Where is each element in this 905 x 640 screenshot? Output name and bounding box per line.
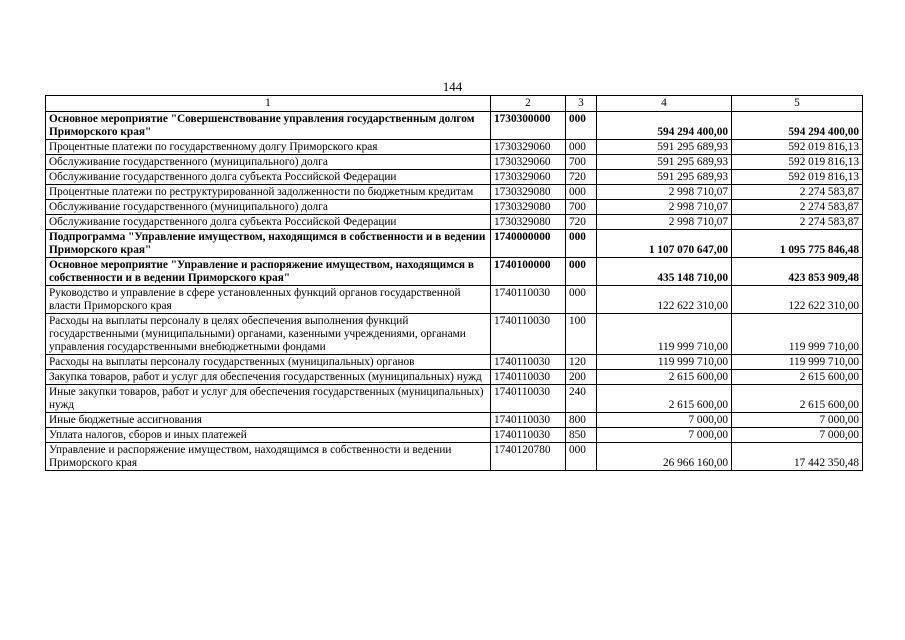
- row-name-cell: Процентные платежи по реструктурированной задолженности по бюджетным кредитам: [46, 185, 491, 200]
- row-sum-year2-cell: 7 000,00: [732, 413, 863, 428]
- row-name-cell: Уплата налогов, сборов и иных платежей: [46, 428, 491, 443]
- table-row: [46, 140, 863, 155]
- row-sum-year2-cell: 592 019 816,13: [732, 140, 863, 155]
- row-sum-year1-cell: 2 615 600,00: [597, 385, 732, 413]
- row-sum-year1-cell: 119 999 710,00: [597, 355, 732, 370]
- table-row: [46, 230, 863, 258]
- row-sum-year1-cell: 26 966 160,00: [597, 443, 732, 471]
- header-cell-sum2: 5: [732, 96, 863, 112]
- row-sum-year1-cell: 2 998 710,07: [597, 185, 732, 200]
- table-row: [46, 258, 863, 286]
- row-sum-year2-cell: 423 853 909,48: [732, 258, 863, 286]
- row-sum-year1-cell: 2 998 710,07: [597, 200, 732, 215]
- row-name-cell: Обслуживание государственного (муниципального) долга: [46, 200, 491, 215]
- row-csr-code-cell: 1730329060: [491, 170, 566, 185]
- row-name-cell: Закупка товаров, работ и услуг для обеспечения государственных (муниципальных) нужд: [46, 370, 491, 385]
- row-name-cell: Управление и распоряжение имуществом, находящимся в собственности и ведении Приморского края: [46, 443, 491, 471]
- row-csr-code-cell: 1730300000: [491, 112, 566, 140]
- row-sum-year1-cell: 435 148 710,00: [597, 258, 732, 286]
- row-vr-code-cell: 120: [566, 355, 597, 370]
- table-row: [46, 355, 863, 370]
- row-vr-code-cell: 720: [566, 215, 597, 230]
- row-sum-year1-cell: 7 000,00: [597, 428, 732, 443]
- row-sum-year1-cell: 7 000,00: [597, 413, 732, 428]
- row-name-cell: Подпрограмма "Управление имуществом, находящимся в собственности и в ведении Приморского края": [46, 230, 491, 258]
- row-csr-code-cell: 1740000000: [491, 230, 566, 258]
- row-vr-code-cell: 000: [566, 230, 597, 258]
- table-row: [46, 170, 863, 185]
- budget-table: [45, 95, 863, 471]
- row-sum-year2-cell: 592 019 816,13: [732, 170, 863, 185]
- table-body: [46, 96, 863, 471]
- row-sum-year2-cell: 2 615 600,00: [732, 370, 863, 385]
- header-cell-vr: 3: [566, 96, 597, 112]
- table-row: [46, 385, 863, 413]
- row-name-cell: Обслуживание государственного (муниципального) долга: [46, 155, 491, 170]
- row-name-cell: Иные закупки товаров, работ и услуг для обеспечения государственных (муниципальных) нужд: [46, 385, 491, 413]
- page-number: 144: [442, 79, 463, 94]
- row-vr-code-cell: 000: [566, 140, 597, 155]
- row-vr-code-cell: 850: [566, 428, 597, 443]
- row-vr-code-cell: 700: [566, 155, 597, 170]
- row-vr-code-cell: 000: [566, 286, 597, 314]
- row-sum-year2-cell: 2 615 600,00: [732, 385, 863, 413]
- header-cell-csr: 2: [491, 96, 566, 112]
- row-sum-year2-cell: 592 019 816,13: [732, 155, 863, 170]
- row-sum-year2-cell: 1 095 775 846,48: [732, 230, 863, 258]
- row-sum-year1-cell: 594 294 400,00: [597, 112, 732, 140]
- row-vr-code-cell: 200: [566, 370, 597, 385]
- row-sum-year2-cell: 594 294 400,00: [732, 112, 863, 140]
- row-sum-year2-cell: 7 000,00: [732, 428, 863, 443]
- header-cell-sum1: 4: [597, 96, 732, 112]
- row-csr-code-cell: 1740110030: [491, 314, 566, 355]
- row-csr-code-cell: 1730329080: [491, 215, 566, 230]
- row-name-cell: Руководство и управление в сфере установленных функций органов государственной власти Приморского края: [46, 286, 491, 314]
- header-cell-name: 1: [46, 96, 491, 112]
- row-name-cell: Основное мероприятие "Совершенствование управления государственным долгом Приморского края": [46, 112, 491, 140]
- row-csr-code-cell: 1740120780: [491, 443, 566, 471]
- row-sum-year2-cell: 119 999 710,00: [732, 314, 863, 355]
- table-row: [46, 413, 863, 428]
- table-row: [46, 370, 863, 385]
- row-csr-code-cell: 1730329080: [491, 200, 566, 215]
- row-name-cell: Обслуживание государственного долга субъекта Российской Федерации: [46, 170, 491, 185]
- row-sum-year2-cell: 122 622 310,00: [732, 286, 863, 314]
- row-sum-year1-cell: 2 998 710,07: [597, 215, 732, 230]
- row-vr-code-cell: 000: [566, 112, 597, 140]
- row-csr-code-cell: 1730329060: [491, 140, 566, 155]
- row-csr-code-cell: 1740110030: [491, 355, 566, 370]
- row-name-cell: Обслуживание государственного долга субъекта Российской Федерации: [46, 215, 491, 230]
- row-name-cell: Процентные платежи по государственному долгу Приморского края: [46, 140, 491, 155]
- row-vr-code-cell: 100: [566, 314, 597, 355]
- row-csr-code-cell: 1740110030: [491, 370, 566, 385]
- row-sum-year1-cell: 1 107 070 647,00: [597, 230, 732, 258]
- row-vr-code-cell: 000: [566, 443, 597, 471]
- row-name-cell: Расходы на выплаты персоналу государственных (муниципальных) органов: [46, 355, 491, 370]
- row-vr-code-cell: 720: [566, 170, 597, 185]
- table-row: [46, 314, 863, 355]
- row-vr-code-cell: 000: [566, 258, 597, 286]
- row-sum-year2-cell: 17 442 350,48: [732, 443, 863, 471]
- row-sum-year1-cell: 122 622 310,00: [597, 286, 732, 314]
- table-row: [46, 200, 863, 215]
- row-csr-code-cell: 1740110030: [491, 385, 566, 413]
- row-csr-code-cell: 1730329080: [491, 185, 566, 200]
- row-csr-code-cell: 1740100000: [491, 258, 566, 286]
- table-row: [46, 286, 863, 314]
- row-sum-year2-cell: 2 274 583,87: [732, 200, 863, 215]
- row-name-cell: Основное мероприятие "Управление и распоряжение имуществом, находящимся в собственности и в ведении Приморского края": [46, 258, 491, 286]
- row-sum-year2-cell: 119 999 710,00: [732, 355, 863, 370]
- row-sum-year1-cell: 2 615 600,00: [597, 370, 732, 385]
- row-sum-year2-cell: 2 274 583,87: [732, 185, 863, 200]
- table-row: [46, 155, 863, 170]
- table-row: [46, 428, 863, 443]
- table-row: [46, 112, 863, 140]
- row-sum-year2-cell: 2 274 583,87: [732, 215, 863, 230]
- row-csr-code-cell: 1740110030: [491, 428, 566, 443]
- row-name-cell: Иные бюджетные ассигнования: [46, 413, 491, 428]
- row-sum-year1-cell: 591 295 689,93: [597, 155, 732, 170]
- row-vr-code-cell: 000: [566, 185, 597, 200]
- row-sum-year1-cell: 591 295 689,93: [597, 170, 732, 185]
- table-row: [46, 185, 863, 200]
- row-sum-year1-cell: 119 999 710,00: [597, 314, 732, 355]
- row-csr-code-cell: 1740110030: [491, 413, 566, 428]
- table-row: [46, 443, 863, 471]
- table-row: [46, 215, 863, 230]
- row-vr-code-cell: 240: [566, 385, 597, 413]
- row-csr-code-cell: 1740110030: [491, 286, 566, 314]
- header-row: [46, 96, 863, 112]
- row-vr-code-cell: 800: [566, 413, 597, 428]
- row-vr-code-cell: 700: [566, 200, 597, 215]
- row-name-cell: Расходы на выплаты персоналу в целях обеспечения выполнения функций государственными (муниципальными) органами, казенными учреждениями, органами управления государственными внебюджетными фондами: [46, 314, 491, 355]
- row-sum-year1-cell: 591 295 689,93: [597, 140, 732, 155]
- row-csr-code-cell: 1730329060: [491, 155, 566, 170]
